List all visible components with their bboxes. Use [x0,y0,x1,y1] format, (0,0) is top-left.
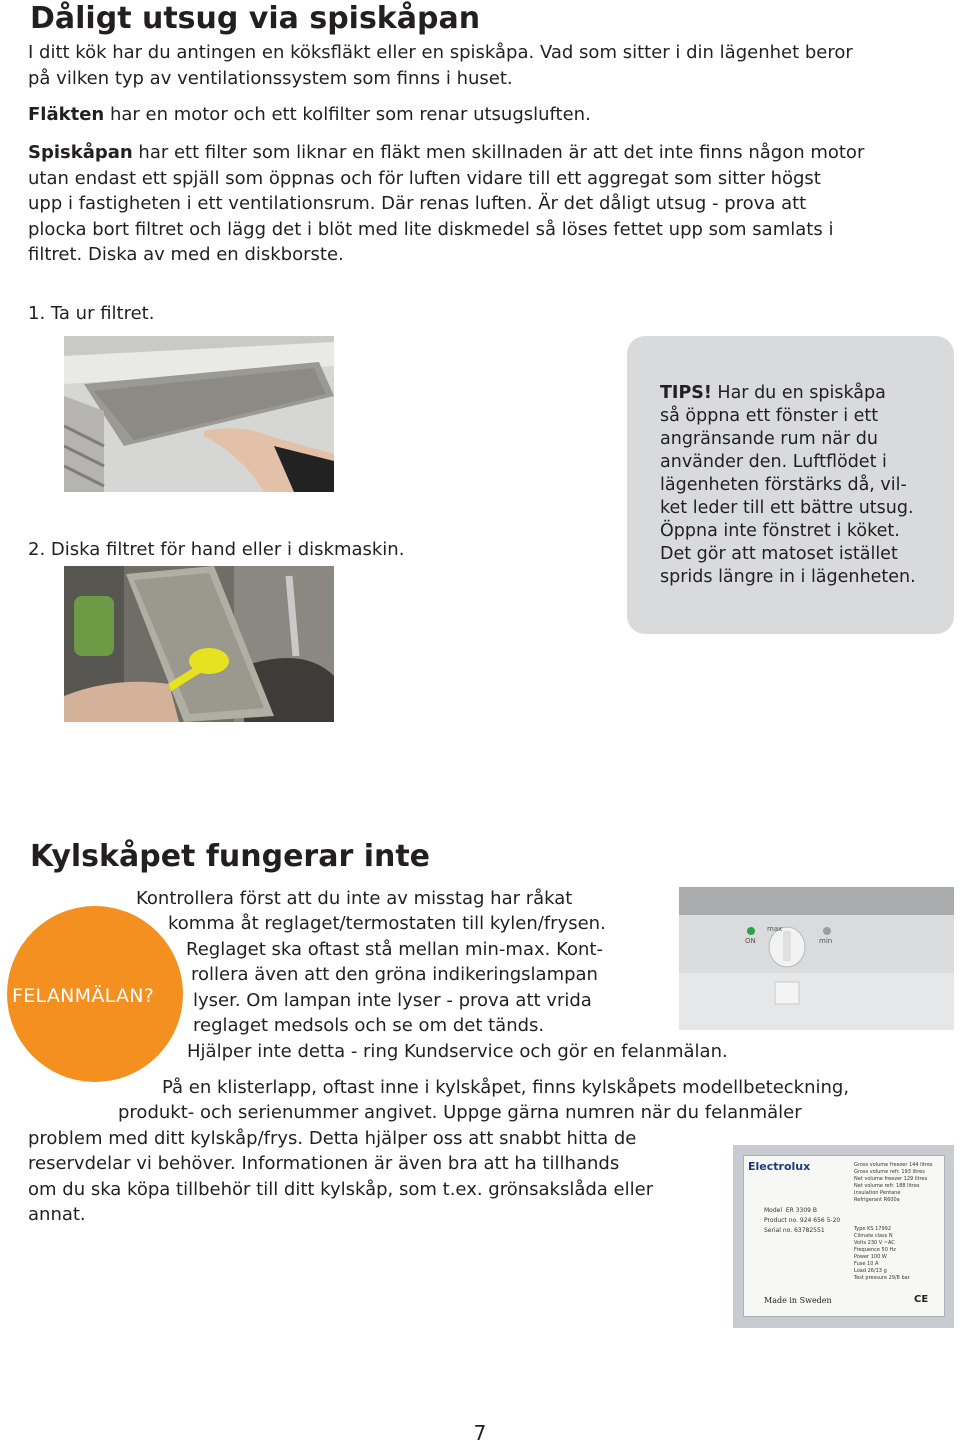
spec-row: Load 26/13 g [854,1268,887,1274]
fridge-line: reglaget medsols och se om det tänds. [193,1015,545,1036]
ce-mark: CE [914,1294,929,1305]
step-2: 2. Diska filtret för hand eller i diskmaskin. [28,539,405,560]
spiskapan-description: har ett filter som liknar en fläkt men skillnaden är att det inte finns någon motor utan endast ett spjäll som öppnas och för luften vidare till ett aggregat som sitter högst upp i fastigheten i ett ventilationsrum. Där renas luften. Är det dåligt utsug - prova att plocka bort filtret och lägg det i blöt med lite diskmedel så löses fettet upp som samlats i filtret. Diska av med en diskborste. [28,142,865,265]
product-value: 924 656 5-20 [799,1217,841,1224]
model-block [764,1206,840,1236]
page-number: 7 [473,1421,487,1445]
flakten-paragraph [28,102,591,128]
fridge-line: På en klisterlapp, oftast inne i kylskåpet, finns kylskåpets modellbeteckning, [162,1077,850,1098]
fridge-line: Hjälper inte detta - ring Kundservice och gör en felanmälan. [187,1041,728,1062]
tips-box [627,336,954,634]
section-title-fridge: Kylskåpet fungerar inte [30,839,431,874]
photo-rating-label [733,1145,954,1328]
model-value: ER 3309 B [785,1207,818,1214]
photo-wash-filter [64,566,334,722]
step-1: 1. Ta ur filtret. [28,303,155,324]
section-title-range-hood: Dåligt utsug via spiskåpan [30,1,481,36]
fridge-line: problem med ditt kylskåp/frys. Detta hjälper oss att snabbt hitta de [28,1128,637,1149]
spec-row: Gross volume freezer 144 litres [854,1162,933,1168]
spec-row: Net volume refr. 188 litres [854,1183,920,1189]
spiskapan-term: Spiskåpan [28,142,133,163]
model-key: Model [764,1207,783,1214]
fridge-line: reservdelar vi behöver. Informationen är även bra att ha tillhands [28,1153,620,1174]
tips-text [660,382,922,589]
spec-block-2 [854,1226,910,1282]
flakten-term: Fläkten [28,104,105,125]
thermostat-max-label: max [767,925,783,933]
spec-row: Climate class N [854,1233,893,1239]
spec-row: Fuse 10 A [854,1261,879,1267]
spec-row: Gross volume refr. 193 litres [854,1169,925,1175]
rating-label-sticker [743,1155,945,1317]
spiskapan-paragraph [28,140,864,268]
serial-value: 63782551 [794,1227,825,1234]
fridge-line: komma åt reglaget/termostaten till kylen/frysen. [168,913,606,934]
fridge-line: lyser. Om lampan inte lyser - prova att vrida [193,990,592,1011]
fridge-line: om du ska köpa tillbehör till ditt kylskåp, som t.ex. grönsakslåda eller [28,1179,654,1200]
photo-thermostat [679,887,954,1030]
spec-row: Type KS 17992 [854,1226,892,1232]
thermostat-min-label: min [819,937,833,945]
photo-remove-filter [64,336,334,492]
flakten-description: har en motor och ett kolfilter som renar utsugsluften. [104,104,591,125]
fridge-line: annat. [28,1204,86,1225]
fridge-line: Reglaget ska oftast stå mellan min-max. Kont- [186,939,603,960]
tips-body: Har du en spiskåpa så öppna ett fönster i ett angränsande rum när du använder den. Luftflödet i lägenheten förstärks då, vil- ket leder till ett bättre utsug. Öppna inte fönstret i köket. Det gör att matoset istället sprids längre in i lägenheten. [660,383,916,587]
intro-paragraph: I ditt kök har du antingen en köksfläkt eller en spiskåpa. Vad som sitter i din lägenhet beror på vilken typ av ventilationssystem som finns i huset. [28,42,853,89]
made-in-sweden: Made in Sweden [764,1296,832,1305]
spec-row: Volts 230 V ~AC [854,1240,895,1246]
spec-row: Frequence 50 Hz [854,1247,896,1253]
spec-row: Refrigerant R600a [854,1197,900,1203]
electrolux-logo: Electrolux [748,1160,811,1173]
tips-label: TIPS! [660,383,712,403]
fridge-line: Kontrollera först att du inte av misstag har råkat [136,888,573,909]
product-key: Product no. [764,1217,798,1224]
spec-block-1 [854,1162,933,1204]
spec-row: Power 100 W [854,1254,887,1260]
spec-row: Test pressure 29/8 bar [854,1275,910,1281]
fridge-line: rollera även att den gröna indikeringslampan [191,964,598,985]
serial-key: Serial no. [764,1227,793,1234]
felanmalan-badge[interactable]: FELANMÄLAN? [12,985,155,1007]
spec-row: Insulation Pentane [854,1190,901,1196]
thermostat-on-label: ON [745,937,756,945]
spec-row: Net volume freezer 129 litres [854,1176,928,1182]
fridge-line: produkt- och serienummer angivet. Uppge gärna numren när du felanmäler [118,1102,802,1123]
